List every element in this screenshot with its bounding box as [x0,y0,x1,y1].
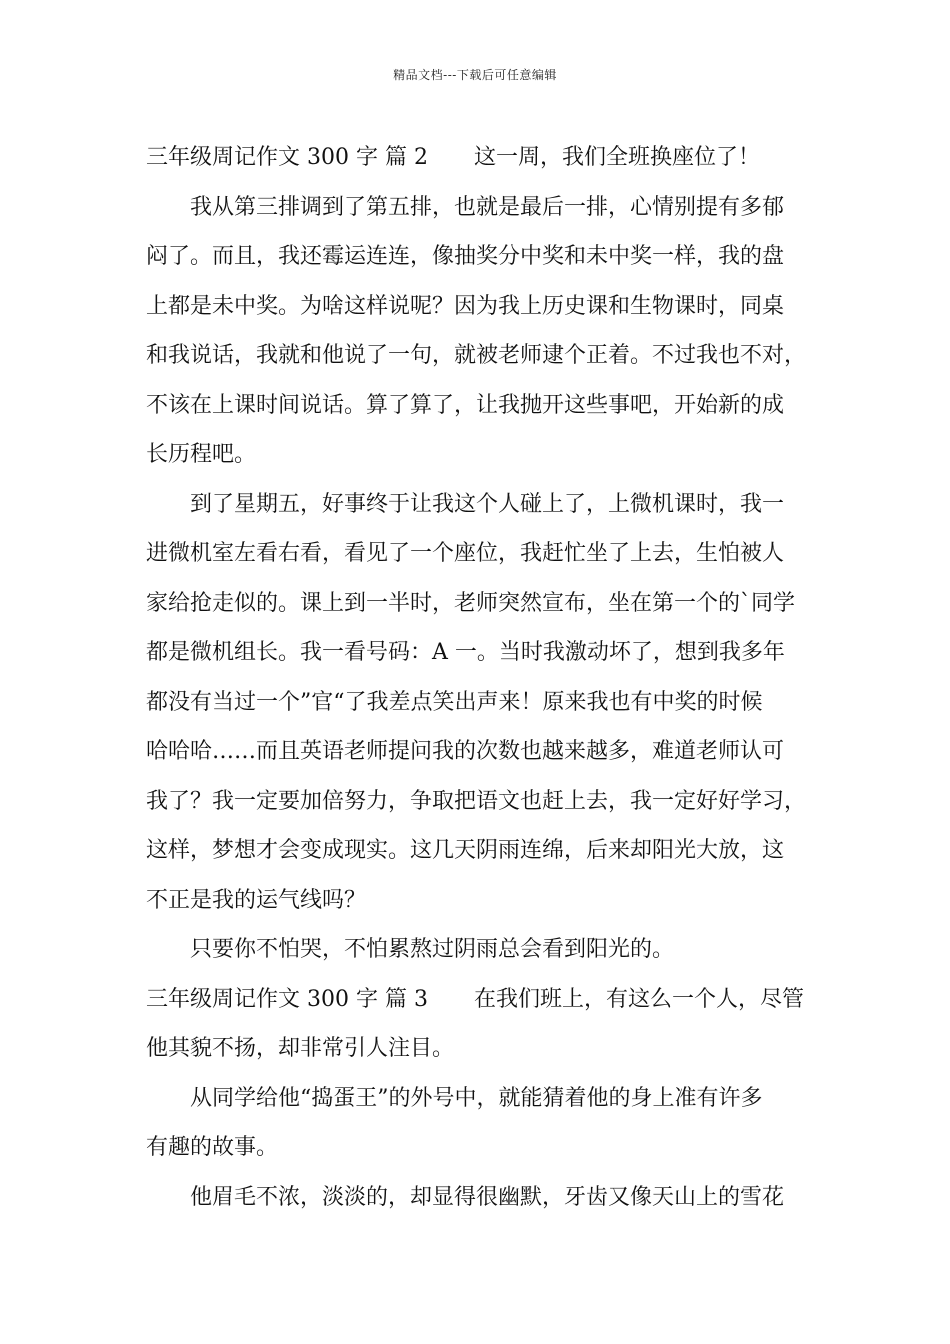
section-title: 三年级周记作文 300 字 篇 2 [146,145,428,170]
page-header: 精品文档---下载后可任意编辑 [393,68,557,82]
text-line: 他其貌不扬，却非常引人注目。 [146,1036,455,1061]
text-line: 哈哈哈……而且英语老师提问我的次数也越来越多，难道老师认可 [146,739,785,764]
text-line: 到了星期五，好事终于让我这个人碰上了，上微机课时，我一 [190,491,785,517]
text-line: 都是微机组长。我一看号码：A 一。当时我激动坏了，想到我多年 [146,640,785,665]
section-title: 三年级周记作文 300 字 篇 3 [146,986,428,1012]
line-text: 这一周，我们全班换座位了！ [473,145,760,170]
text-line: 进微机室左看右看，看见了一个座位，我赶忙坐了上去，生怕被人 [146,541,785,566]
text-line: 这样，梦想才会变成现实。这几天阴雨连绵，后来却阳光大放，这 [146,838,785,863]
text-line: 上都是未中奖。为啥这样说呢？因为我上历史课和生物课时，同桌 [146,293,785,319]
text-line: 长历程吧。 [146,442,257,467]
text-line: 不正是我的运气线吗？ [146,887,367,913]
text-line: 和我说话，我就和他说了一句，就被老师逮个正着。不过我也不对， [146,343,807,368]
text-line: 有趣的故事。 [146,1135,279,1160]
text-line: 他眉毛不浓，淡淡的，却显得很幽默，牙齿又像天山上的雪花 [190,1184,785,1210]
text-line: 家给抢走似的。课上到一半时，老师突然宣布，坐在第一个的`同学 [146,590,796,616]
text-line: 我从第三排调到了第五排，也就是最后一排，心情别提有多郁 [190,194,785,220]
text-line: 从同学给他“捣蛋王”的外号中，就能猜着他的身上准有许多 [190,1085,763,1111]
text-line: 闷了。而且，我还霉运连连，像抽奖分中奖和未中奖一样，我的盘 [146,244,785,269]
document-body [146,133,822,1222]
text-line [146,975,822,1025]
text-line [146,133,822,183]
text-line: 都没有当过一个”官“了我差点笑出声来！原来我也有中奖的时候 [146,689,763,715]
line-text: 在我们班上，有这么一个人，尽管 [473,986,804,1012]
text-line: 只要你不怕哭，不怕累熬过阴雨总会看到阳光的。 [190,937,675,962]
text-line: 我了？我一定要加倍努力，争取把语文也赶上去，我一定好好学习， [146,788,807,814]
text-line: 不该在上课时间说话。算了算了，让我抛开这些事吧，开始新的成 [146,392,785,418]
